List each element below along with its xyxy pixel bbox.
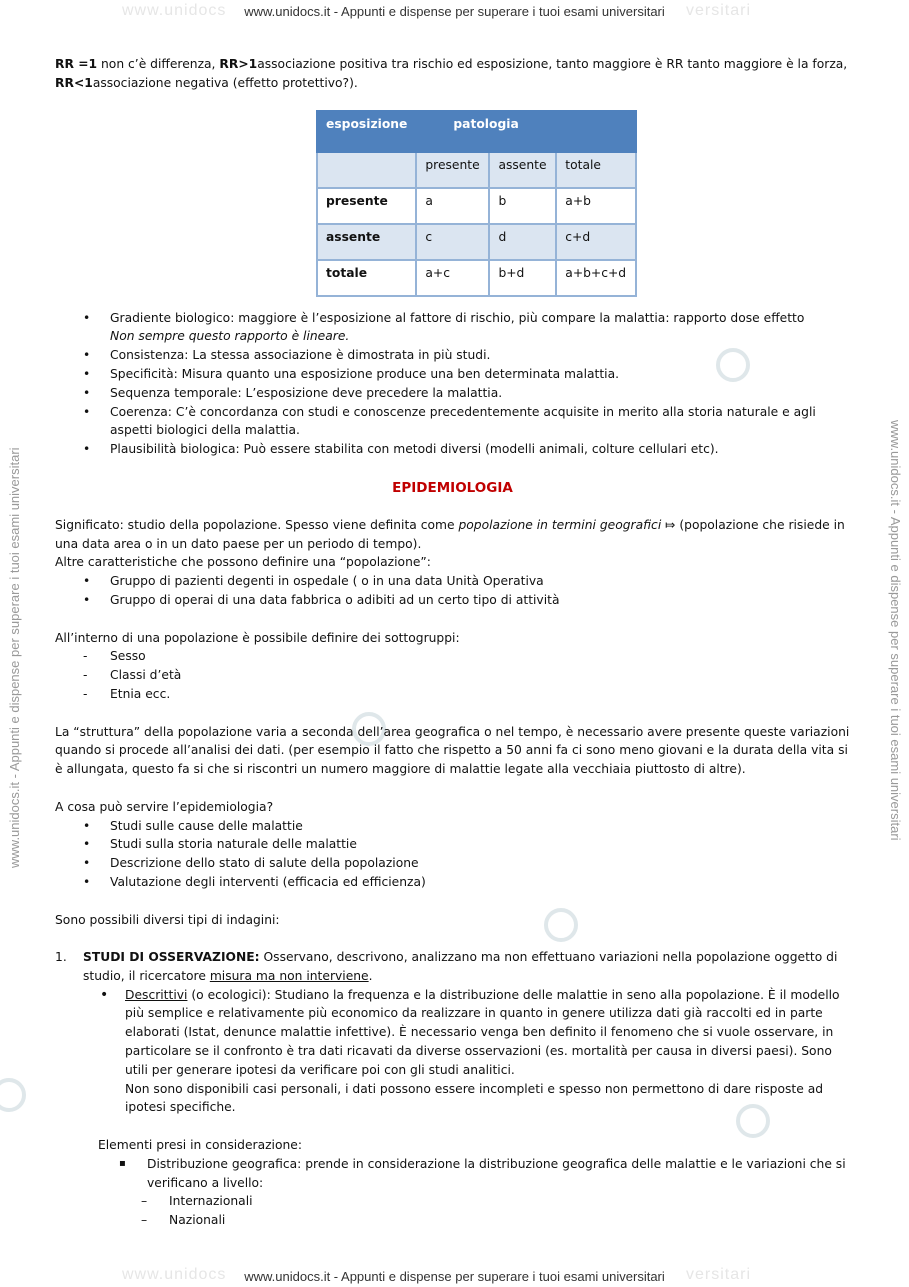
criteria-list <box>55 309 850 459</box>
obs-title: STUDI DI OSSERVAZIONE: <box>83 950 260 965</box>
meaning-pre: Significato: studio della popolazione. Spesso viene definita come <box>55 517 459 532</box>
list-item: - Classi d’età <box>55 666 850 685</box>
obs-end: . <box>368 968 373 983</box>
list-item: • Descrizione dello stato di salute della popolazione <box>55 854 850 873</box>
section-title: EPIDEMIOLOGIA <box>392 479 513 496</box>
structure-paragraph: La “struttura” della popolazione varia a seconda dell’area geografica o nel tempo, è necessario avere presente queste variazioni quando si procede all’analisi dei dati. (per esempio il fatto che rispetto a 50 anni fa ci sono meno giovani e la durata della vita si è allungata, questo fa si che si riscontri un numero maggiore di malattie legate alla vecchiaia piuttosto di altre). <box>55 724 850 777</box>
observational-studies-item <box>55 948 850 986</box>
obs-underlined: misura ma non interviene <box>209 968 369 983</box>
meaning-others: Altre caratteristiche che possono definire una “popolazione”: <box>55 555 431 570</box>
table-cell: a+c <box>416 260 489 296</box>
descriptive-title: Descrittivi <box>125 987 188 1002</box>
rr2-text: associazione positiva tra rischio ed esposizione, tanto maggiore è RR tanto maggiore è la forza, <box>257 57 848 71</box>
table-cell: c+d <box>556 224 636 260</box>
elements-intro: Elementi presi in considerazione: <box>98 1138 303 1153</box>
population-list <box>55 572 850 610</box>
meaning-paragraph <box>55 516 850 572</box>
uses-list <box>55 817 850 892</box>
list-item: • Consistenza: La stessa associazione è dimostrata in più studi. <box>55 346 850 365</box>
list-item: • Sequenza temporale: L’esposizione deve precedere la malattia. <box>55 384 850 403</box>
uses-intro: A cosa può servire l’epidemiologia? <box>55 799 274 814</box>
rr-paragraph <box>55 55 850 93</box>
descriptive-text: (o ecologici): Studiano la frequenza e la distribuzione delle malattie in seno alla popolazione. È il modello più semplice e relativamente più economico da realizzare in quanto in genere utilizza dati già raccolti ed in parte elaborati (Istat, denunce malattie infettive). È necessario venga ben definito il fenomeno che si vuole osservare, in particolare se il confronto è tra dati ricavati da diverse osservazioni (es. mortalità per causa in diversi paesi). Sono utili per generare ipotesi da verificare poi con gli studi analitici. <box>125 987 840 1077</box>
descriptive-text2: Non sono disponibili casi personali, i dati possono essere incompleti e spesso non permettono di dare risposte ad ipotesi specifiche. <box>125 1081 824 1115</box>
list-item: • Plausibilità biologica: Può essere stabilita con metodi diversi (modelli animali, colture cellulari etc). <box>55 440 850 459</box>
watermark-ghost-right-bottom: versitari <box>686 1266 752 1283</box>
rr3-text: associazione negativa (effetto protettivo?). <box>92 75 358 90</box>
rr1-text: non c’è differenza, <box>97 57 220 71</box>
level-item: – Nazionali <box>55 1211 850 1230</box>
obs-text: Osservano, descrivono, analizzano ma non effettuano variazioni nella popolazione oggetto di studio, il ricercatore <box>83 950 838 983</box>
list-item: • Studi sulle cause delle malattie <box>55 817 850 836</box>
meaning-post: ⤇ (popolazione che risiede in una data area o in un dato paese per un periodo di tempo). <box>55 517 845 551</box>
criterion-note: Non sempre questo rapporto è lineare. <box>110 329 350 344</box>
descriptive-item <box>55 986 850 1118</box>
table-cell: a+b+c+d <box>556 260 636 296</box>
list-item: - Sesso <box>55 647 850 666</box>
watermark-side-left: www.unidocs.it - Appunti e dispense per superare i tuoi esami universitari <box>7 447 22 868</box>
watermark-side-right: www.unidocs.it - Appunti e dispense per superare i tuoi esami universitari <box>888 420 903 841</box>
rr1-label: RR =1 <box>55 57 98 71</box>
table-cell: totale <box>317 260 416 296</box>
studies-intro: Sono possibili diversi tipi di indagini: <box>55 912 280 927</box>
list-item: • Studi sulla storia naturale delle malattie <box>55 835 850 854</box>
subgroup-list <box>55 647 850 703</box>
table-cell: d <box>489 224 556 260</box>
document-body <box>55 55 850 1230</box>
list-item: • Gruppo di operai di una data fabbrica o adibiti ad un certo tipo di attività <box>55 591 850 610</box>
list-item: • Gruppo di pazienti degenti in ospedale ( o in una data Unità Operativa <box>55 572 850 591</box>
table-cell: b+d <box>489 260 556 296</box>
watermark-bottom: www.unidocs.it - Appunti e dispense per superare i tuoi esami universitari <box>244 1269 665 1284</box>
watermark-logo-icon <box>0 1078 26 1112</box>
table-head-exposure: esposizione <box>317 111 416 152</box>
rr2-label: RR>1 <box>219 57 258 71</box>
watermark-ghost-right: versitari <box>686 2 752 19</box>
list-item: • Valutazione degli interventi (efficacia ed efficienza) <box>55 873 850 892</box>
list-item: • Specificità: Misura quanto una esposizione produce una ben determinata malattia. <box>55 365 850 384</box>
table-cell: a <box>416 188 489 224</box>
table-cell: b <box>489 188 556 224</box>
list-item: - Etnia ecc. <box>55 685 850 704</box>
watermark-ghost-left: www.unidocs <box>122 2 227 19</box>
table-col-2: assente <box>489 152 556 188</box>
level-item: – Internazionali <box>55 1192 850 1211</box>
subgroups-intro: All’interno di una popolazione è possibile definire dei sottogruppi: <box>55 630 460 645</box>
criterion-text: Gradiente biologico: maggiore è l’esposizione al fattore di rischio, più compare la malattia: rapporto dose effetto <box>110 310 805 325</box>
geo-distribution-item: ▪ Distribuzione geografica: prende in considerazione la distribuzione geografica delle malattie e le variazioni che si verificano a livello: <box>55 1155 850 1193</box>
item-number: 1. <box>55 950 67 965</box>
list-item <box>55 309 850 347</box>
watermark-top: www.unidocs.it - Appunti e dispense per superare i tuoi esami universitari <box>244 4 665 19</box>
rr3-label: RR<1 <box>55 75 93 90</box>
table-cell: a+b <box>556 188 636 224</box>
table-cell: c <box>416 224 489 260</box>
watermark-ghost-left-bottom: www.unidocs <box>122 1266 227 1283</box>
table-col-3: totale <box>556 152 636 188</box>
table-head-pathology: patologia <box>416 111 636 152</box>
meaning-italic: popolazione in termini geografici <box>458 517 662 532</box>
table-col-1: presente <box>416 152 489 188</box>
table-cell: assente <box>317 224 416 260</box>
table-cell: presente <box>317 188 416 224</box>
list-item: • Coerenza: C’è concordanza con studi e conoscenze precedentemente acquisite in merito alla storia naturale e agli aspetti biologici della malattia. <box>55 403 850 441</box>
